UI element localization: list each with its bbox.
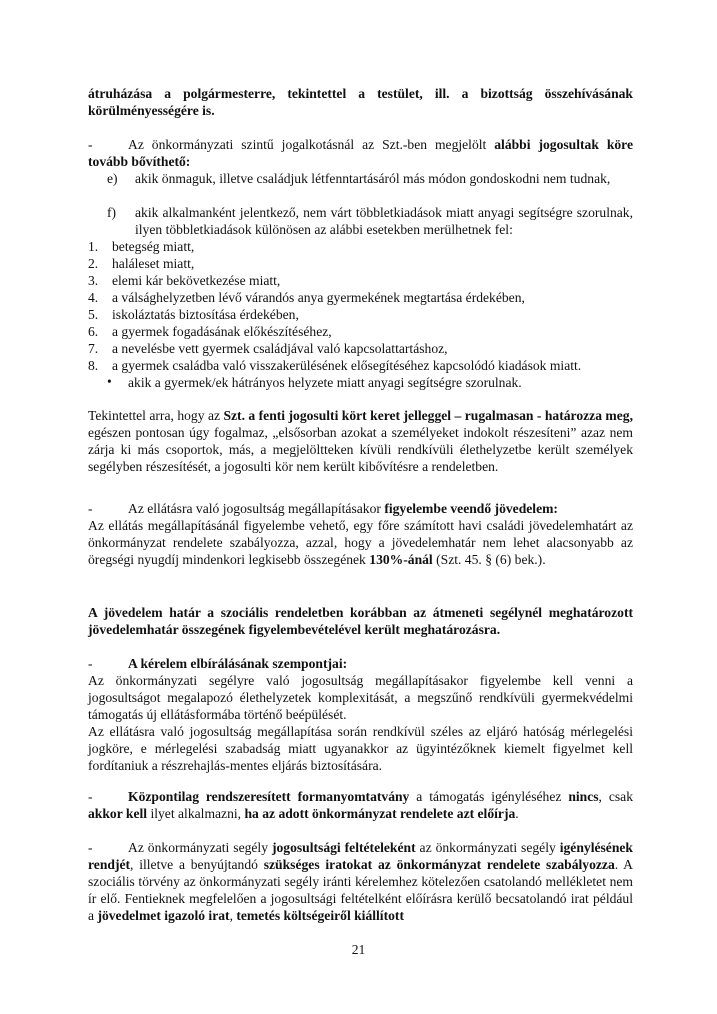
intro-line-2: körülményességére is. xyxy=(88,103,215,118)
alpha-list-item: f) akik alkalmanként jelentkező, nem várt többletkiadások miatt anyagi segítségre szorulnak, ilyen többletkiadások különösen az alábbi esetekben merülhetnek fel: xyxy=(107,205,633,237)
numbered-list-item: 5. iskoláztatás biztosítása érdekében, xyxy=(88,307,299,322)
section-jogosultak xyxy=(88,136,633,170)
bullet-icon: • xyxy=(107,374,112,389)
section-jogosultsagi-feltetel: - Az önkormányzati segély jogosultsági feltételeként az önkormányzati segély igénylésének rendjét, illetve a benyújtandó szükséges iratokat az önkormányzat rendelete szabályozza. A szociális törvény az önkormányzati segély iránti kérelemhez kötelezően csatolandó mellékletet nem ír elő. Fentieknek megfelelően a jogosultsági feltételként előírásra kerülő becsatolandó irat például a jövedelmet igazoló irat, temetés költségeiről kiállított xyxy=(88,840,633,923)
section-elbiralas: - A kérelem elbírálásának szempontjai: Az önkormányzati segélyre való jogosultság megállapításakor figyelembe kell venni a jogosultságot megalapozó élethelyzetek komplexitását, a megszűnő rendkívüli gyermekvédelmi támogatás új ellátásformába történő beépülését. Az ellátásra való jogosultság megállapítása során rendkívül széles az eljáró hatóság mérlegelési jogköre, e mérlegelési szabadság miatt ugyanakkor az ügyintézőknek kiemelt figyelmet kell fordítaniuk a részrehajlás-mentes eljárás biztosítására. xyxy=(88,656,633,773)
numbered-list-item: 4. a válsághelyzetben lévő várandós anya gyermekének megtartása érdekében, xyxy=(88,290,525,305)
bullet-list-item: • akik a gyermek/ek hátrányos helyzete miatt anyagi segítségre szorulnak. xyxy=(107,374,522,390)
paragraph-jovedelem-hatar: A jövedelem határ a szociális rendeletben korábban az átmeneti segélynél meghatározott jövedelemhatár összegének figyelembevételével került meghatározásra. xyxy=(88,605,633,637)
paragraph-jogosulti-kor: Tekintettel arra, hogy az Szt. a fenti jogosulti kört keret jelleggel – rugalmasan - határozza meg, egészen pontosan úgy fogalmaz, „elsősorban azokat a személyeket indokolt részesíteni” azaz nem zárja ki más csoportok, más, a megjelöltteken kívüli rendkívüli élethelyzetbe került személyek segélyben részesítését, a jogosulti kör nem került kibővítésre a rendeletben. xyxy=(88,408,633,474)
intro-paragraph xyxy=(88,85,633,119)
numbered-list-item: 7. a nevelésbe vett gyermek családjával való kapcsolattartáshoz, xyxy=(88,341,448,356)
page-number: 21 xyxy=(351,942,366,957)
numbered-list-item: 3. elemi kár bekövetkezése miatt, xyxy=(88,273,281,288)
section-jovedelem: - Az ellátásra való jogosultság megállapításakor figyelembe veendő jövedelem: Az ellátás megállapításánál figyelembe vehető, egy főre számított havi családi jövedelemhatárt az önkormányzat rendelete szabályozza, azzal, hogy a jövedelemhatár nem lehet alacsonyabb az öregségi nyugdíj mindenkori legkisebb összegének 130%-ánál (Szt. 45. § (6) bek.). xyxy=(88,501,633,567)
section-formanyomtatvany: - Központilag rendszeresített formanyomtatvány a támogatás igényléséhez nincs, csak akkor kell ilyet alkalmazni, ha az adott önkormányzat rendelete azt előírja. xyxy=(88,789,633,821)
intro-line-1: átruházása a polgármesterre, tekintettel a testület, ill. a bizottság összehívásának xyxy=(88,86,633,101)
numbered-list-item: 1. betegség miatt, xyxy=(88,239,195,254)
numbered-list-item: 2. haláleset miatt, xyxy=(88,256,195,271)
section-dash: - xyxy=(88,137,93,152)
section-jogosultak-heading: Az önkormányzati szintű jogalkotásnál az Szt.-ben megjelölt alábbi jogosultak köre tovább bővíthető: xyxy=(88,137,634,169)
numbered-list-item: 8. a gyermek családba való visszakerülésének elősegítéséhez kapcsolódó kiadások miatt. xyxy=(88,358,582,373)
alpha-list-item: e) akik önmaguk, illetve családjuk létfenntartásáról más módon gondoskodni nem tudnak, xyxy=(107,171,611,186)
numbered-list-item: 6. a gyermek fogadásának előkészítéséhez, xyxy=(88,324,332,339)
